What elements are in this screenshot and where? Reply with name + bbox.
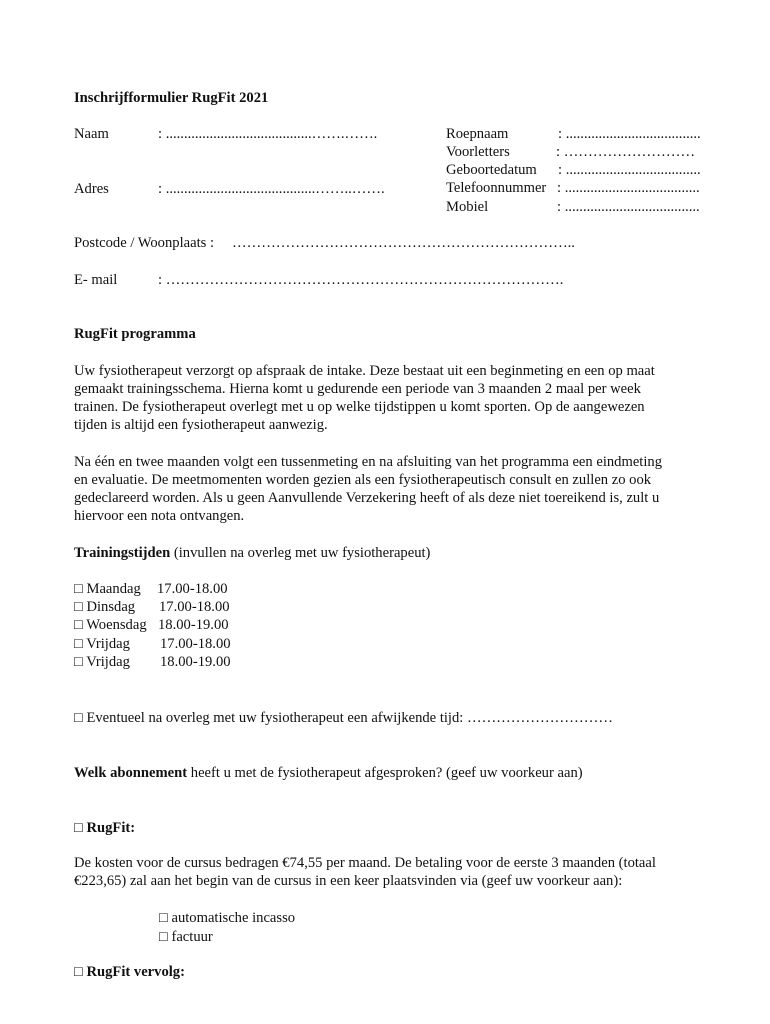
payment-factuur-option[interactable]: □ factuur — [159, 929, 213, 945]
costs-paragraph — [74, 854, 714, 890]
postcode-field[interactable]: …………………………………………………………….. — [232, 235, 575, 251]
option-woensdag[interactable]: □ Woensdag — [74, 617, 147, 633]
rugfit-option[interactable]: □ RugFit: — [74, 820, 136, 836]
email-field[interactable]: : ………………………………………………………………………. — [158, 272, 564, 288]
paragraph-line: €223,65) zal aan het begin van de cursus in een keer plaatsvinden via (geef uw voorkeur aan): — [74, 873, 623, 889]
naam-field[interactable]: : ........................................…….……. — [158, 126, 378, 142]
paragraph-line: gedeclareerd worden. Als u geen Aanvullende Verzekering heeft of als deze niet toereikend is, zult u — [74, 490, 660, 506]
voorletters-label: Voorletters — [446, 144, 510, 160]
roepnaam-field[interactable]: : ..................................... — [558, 126, 701, 142]
option-time: 18.00-19.00 — [160, 654, 231, 670]
geboortedatum-label: Geboortedatum — [446, 162, 537, 178]
paragraph-line: en evaluatie. De meetmomenten worden gezien als een fysiotherapeutisch consult en zullen zo ook — [74, 472, 652, 488]
training-heading-bold: Trainingstijden — [74, 545, 171, 561]
rugfit-vervolg-option[interactable]: □ RugFit vervolg: — [74, 964, 185, 980]
adres-label: Adres — [74, 181, 109, 197]
geboortedatum-field[interactable]: : ..................................... — [558, 162, 701, 178]
postcode-label: Postcode / Woonplaats : — [74, 235, 215, 251]
program-paragraph-1 — [74, 362, 714, 434]
paragraph-line: gemaakt trainingsschema. Hierna komt u gedurende een periode van 3 maanden 2 maal per week — [74, 381, 641, 397]
option-time: 17.00-18.00 — [160, 636, 231, 652]
program-heading: RugFit programma — [74, 326, 196, 342]
option-vrijdag-2[interactable]: □ Vrijdag — [74, 654, 130, 670]
option-time: 17.00-18.00 — [159, 599, 230, 615]
training-heading — [74, 544, 430, 562]
adres-field[interactable]: : .........................................……..……. — [158, 181, 385, 197]
paragraph-line: Na één en twee maanden volgt een tussenmeting en na afsluiting van het programma een eindmeting — [74, 454, 663, 470]
subscription-question-bold: Welk abonnement — [74, 765, 188, 781]
training-heading-rest: (invullen na overleg met uw fysiotherapeut) — [170, 545, 431, 561]
email-label: E- mail — [74, 272, 118, 288]
program-paragraph-2 — [74, 453, 714, 525]
naam-label: Naam — [74, 126, 109, 142]
roepnaam-label: Roepnaam — [446, 126, 509, 142]
paragraph-line: trainen. De fysiotherapeut overlegt met u op welke tijdstippen u komt sporten. Op de aangewezen — [74, 399, 645, 415]
payment-incasso-option[interactable]: □ automatische incasso — [159, 910, 296, 926]
paragraph-line: hiervoor een nota ontvangen. — [74, 508, 245, 524]
alternative-time-option[interactable]: □ Eventueel na overleg met uw fysiotherapeut een afwijkende tijd: ………………………… — [74, 710, 613, 726]
option-maandag[interactable]: □ Maandag — [74, 581, 141, 597]
telefoonnummer-field[interactable]: : ..................................... — [557, 180, 700, 196]
subscription-question-rest: heeft u met de fysiotherapeut afgesproken? (geef uw voorkeur aan) — [187, 765, 583, 781]
form-title: Inschrijfformulier RugFit 2021 — [74, 90, 269, 106]
mobiel-label: Mobiel — [446, 199, 489, 215]
voorletters-field[interactable]: : ……………………… — [556, 144, 696, 160]
paragraph-line: tijden is altijd een fysiotherapeut aanwezig. — [74, 417, 328, 433]
option-vrijdag-1[interactable]: □ Vrijdag — [74, 636, 130, 652]
telefoonnummer-label: Telefoonnummer — [446, 180, 547, 196]
subscription-question — [74, 764, 583, 782]
option-time: 18.00-19.00 — [158, 617, 229, 633]
paragraph-line: Uw fysiotherapeut verzorgt op afspraak de intake. Deze bestaat uit een beginmeting en een op maat — [74, 363, 655, 379]
paragraph-line: De kosten voor de cursus bedragen €74,55 per maand. De betaling voor de eerste 3 maanden (totaal — [74, 855, 656, 871]
option-dinsdag[interactable]: □ Dinsdag — [74, 599, 136, 615]
mobiel-field[interactable]: : ..................................... — [557, 199, 700, 215]
option-time: 17.00-18.00 — [157, 581, 228, 597]
